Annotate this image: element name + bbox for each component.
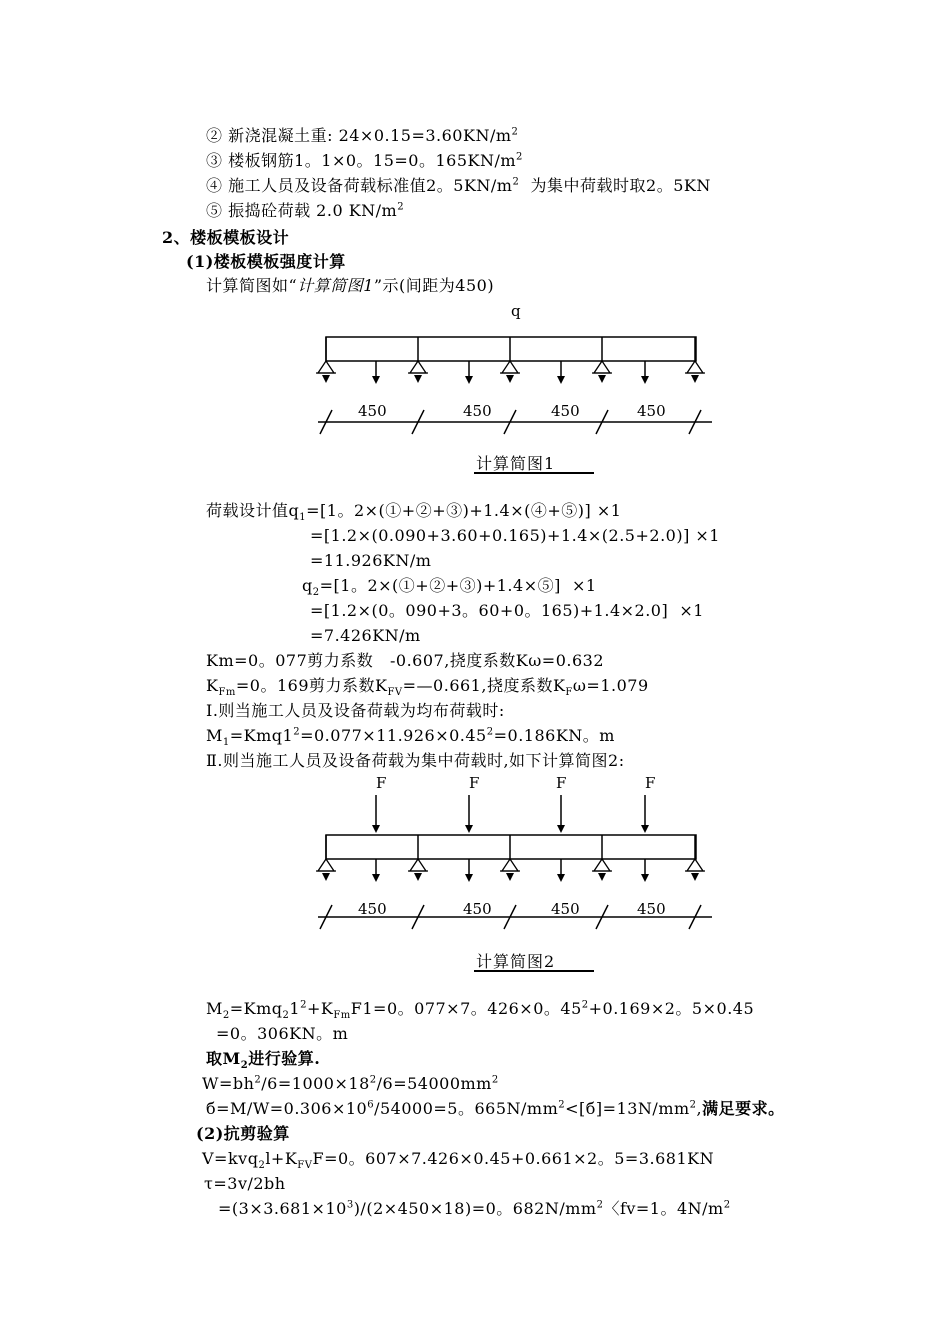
q2-line-1: $q_2=[1$。2×(①+②+③)+1.4×⑤] ×1	[302, 576, 597, 599]
force-label-1: F	[376, 774, 387, 792]
load-arrow-2	[465, 859, 473, 882]
q1-line-2: =[1.2×(0.090+3.60+0.165)+1.4×(2.5+2.0)] ×1	[310, 526, 720, 545]
shear-stress-result: $=(3\times 3.681\times 10^3)/(2\times 450\times 18)=0$。$682N/mm^2$〈fv=1。$4N/m^2$	[218, 1199, 731, 1218]
dimension-line-2	[318, 900, 712, 929]
shear-force: $V=kvq_2l+K_{FV}F=0$。607×7.426×0.45+0.661×2。5=3.681KN	[202, 1149, 715, 1172]
m1-formula: $M_1=Kmq1^2=0.077\times 11.926\times 0.45^2=0.186KN$。m	[206, 726, 615, 749]
m2-formula: $M_2=Kmq_21^2+K_{Fm}F1=0$。077×7。426×0。$45^2+0.169\times 2$。5×0.45	[206, 999, 755, 1022]
load-label-q: q	[511, 302, 521, 320]
load-item-2: ② 新浇混凝土重: $24\times 0.15=3.60KN/m^2$	[206, 126, 519, 145]
span-label-3: 450	[551, 402, 580, 420]
force-arrow-4	[641, 795, 649, 833]
support-2	[408, 859, 428, 881]
q1-line-1: 荷载设计值$q_1=[1$。2×(①+②+③)+1.4×(④+⑤)] ×1	[206, 501, 622, 524]
span-label-4: 450	[637, 900, 666, 918]
case-1-text: Ⅰ.则当施工人员及设备荷载为均布荷载时:	[206, 701, 505, 720]
point-load-arrows	[372, 795, 649, 833]
subsection-heading-shear: (2)抗剪验算	[196, 1124, 290, 1143]
calc-diagram-intro: 计算简图如“计算简图1”示(间距为450)	[206, 276, 495, 295]
take-m2-text: 取$M_2$进行验算.	[206, 1049, 321, 1072]
coef-kf: $K_{Fm}=0$。169剪力系数$K_{FV}=—0.661$,挠度系数$K_F\omega=1.079$	[206, 676, 649, 699]
support-3	[500, 859, 520, 881]
load-arrow-3	[557, 859, 565, 882]
stress-check: $б=M/W=0.306\times 10^6/54000=5$。$665N/mm^2<[б]=13N/mm^2$,满足要求。	[206, 1099, 785, 1118]
q2-line-2: =[1.2×(0。090+3。60+0。165)+1.4×2.0] ×1	[310, 601, 704, 620]
subsection-heading-strength: (1)楼板模板强度计算	[186, 252, 346, 271]
section-modulus: $W=bh^2/6=1000\times 18^2/6=54000mm^2$	[202, 1074, 499, 1093]
case-2-text: Ⅱ.则当施工人员及设备荷载为集中荷载时,如下计算简图2:	[206, 751, 625, 770]
force-label-4: F	[645, 774, 656, 792]
coef-km: Km=0。077剪力系数 -0.607,挠度系数Kω=0.632	[206, 651, 605, 670]
beam-block	[326, 835, 696, 859]
span-label-1: 450	[358, 402, 387, 420]
span-label-2: 450	[463, 402, 492, 420]
load-item-5: ⑤ 振捣砼荷载 2.0 $KN/m^2$	[206, 201, 405, 220]
force-arrow-3	[557, 795, 565, 833]
load-arrow-1	[372, 859, 380, 882]
load-arrow-4	[641, 859, 649, 882]
q1-line-3: =11.926KN/m	[310, 551, 432, 570]
m2-result: =0。306KN。m	[216, 1024, 349, 1043]
span-label-4: 450	[637, 402, 666, 420]
support-5	[685, 859, 705, 881]
force-arrow-1	[372, 795, 380, 833]
span-label-1: 450	[358, 900, 387, 918]
force-label-2: F	[469, 774, 480, 792]
diagram-2-caption: 计算简图2	[476, 952, 556, 971]
q2-line-3: =7.426KN/m	[310, 626, 421, 645]
span-label-2: 450	[463, 900, 492, 918]
force-arrow-2	[465, 795, 473, 833]
span-label-3: 450	[551, 900, 580, 918]
load-item-4: ④ 施工人员及设备荷载标准值2。$5KN/m^2$ 为集中荷载时取2。5KN	[206, 176, 711, 195]
section-heading-2: 2、楼板模板设计	[162, 228, 290, 247]
support-4	[592, 859, 612, 881]
support-1	[316, 859, 336, 881]
diagram-1-caption: 计算简图1	[476, 454, 556, 473]
force-label-3: F	[556, 774, 567, 792]
shear-stress-formula: τ=3v/2bh	[204, 1174, 286, 1193]
load-item-3: ③ 楼板钢筋1。1×0。15=0。$165KN/m^2$	[206, 151, 523, 170]
